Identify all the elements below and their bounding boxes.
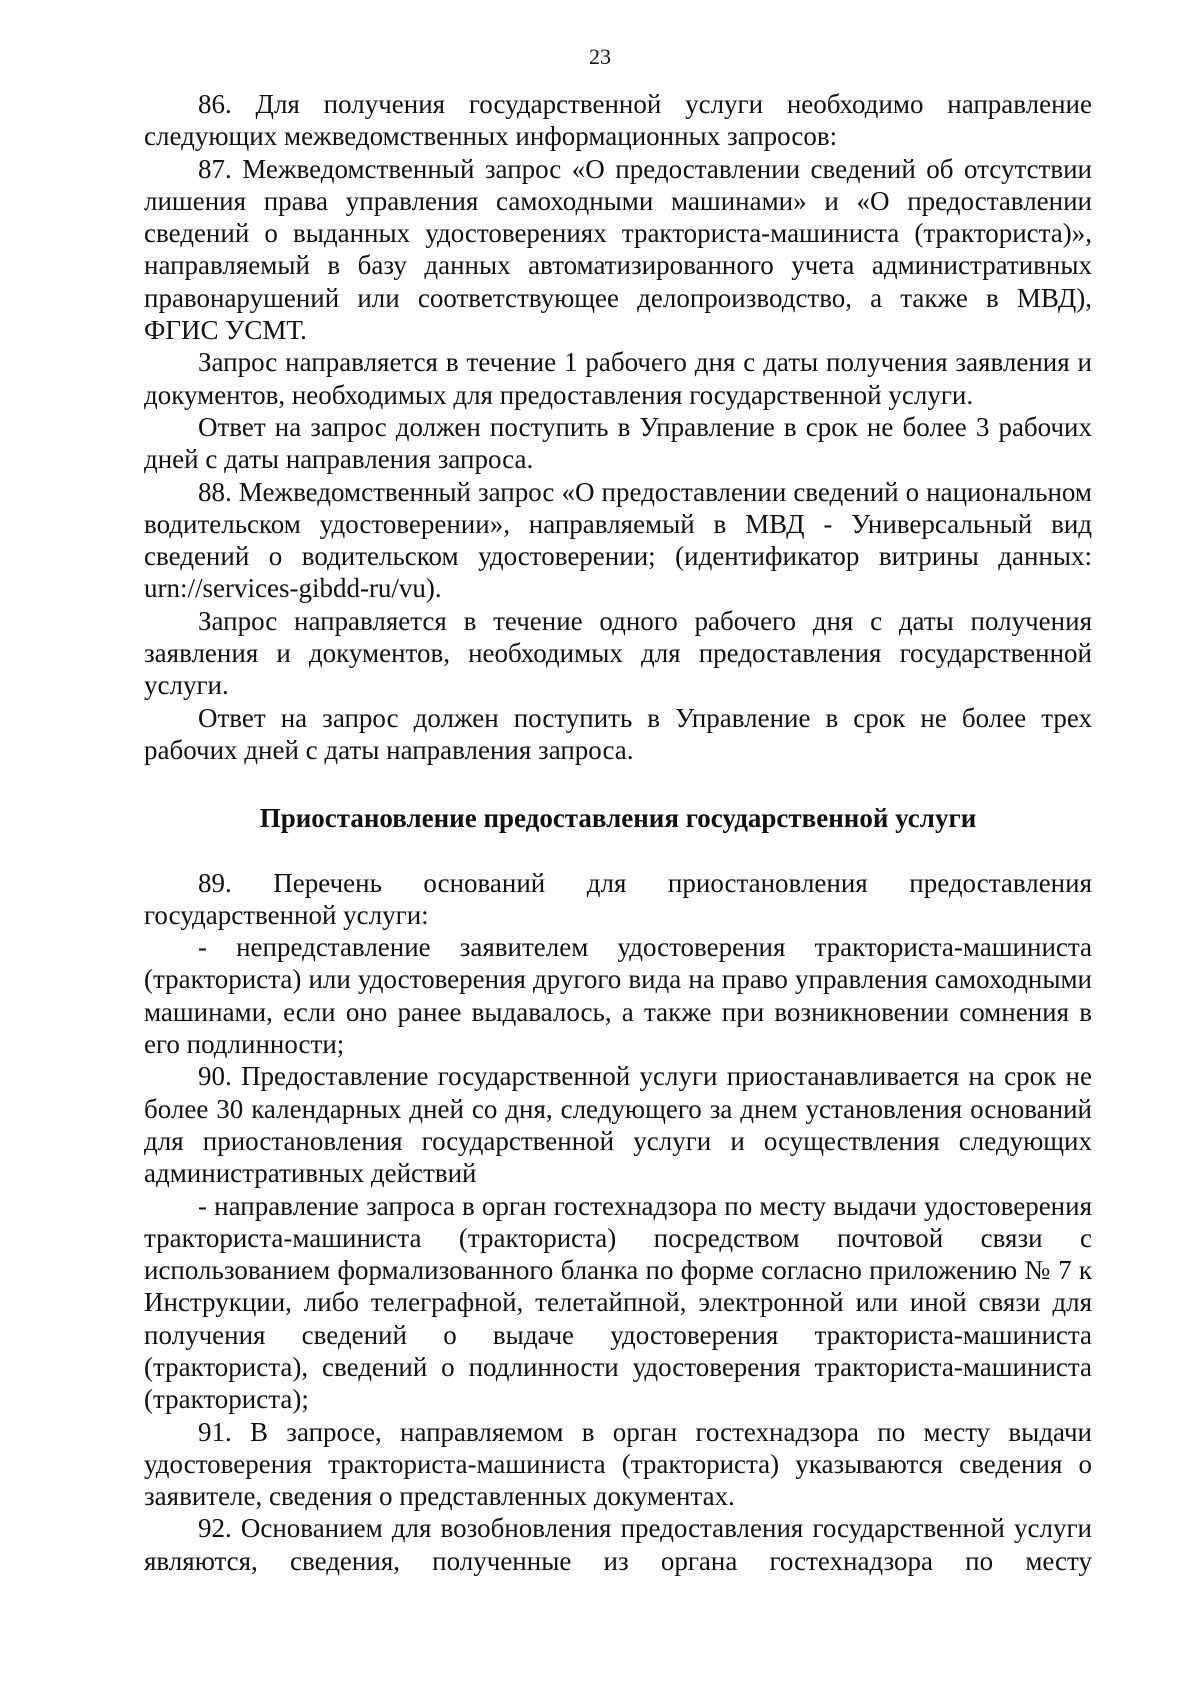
- paragraph-88-request-deadline: Запрос направляется в течение одного рабочего дня с даты получения заявления и документов, необходимых для предоставления государственной услуги.: [144, 605, 1092, 701]
- paragraph-91: 91. В запросе, направляемом в орган гостехнадзора по месту выдачи удостоверения тракториста-машиниста (тракториста) указываются сведения о заявителе, сведения о представленных документах.: [144, 1416, 1092, 1512]
- page-number: 23: [589, 44, 611, 69]
- paragraph-89: 89. Перечень оснований для приостановления предоставления государственной услуги:: [144, 867, 1092, 930]
- document-body: [144, 88, 1092, 1577]
- paragraph-87-response-deadline: Ответ на запрос должен поступить в Управление в срок не более 3 рабочих дней с даты направления запроса.: [144, 411, 1092, 475]
- paragraph-86: 86. Для получения государственной услуги необходимо направление следующих межведомственных информационных запросов:: [144, 89, 1092, 152]
- paragraph-90: 90. Предоставление государственной услуги приостанавливается на срок не более 30 календарных дней со дня, следующего за днем установления оснований для приостановления государственной услуги и осуществления следующих административных действий: [144, 1061, 1092, 1189]
- paragraph-90-item: - направление запроса в орган гостехнадзора по месту выдачи удостоверения тракториста-машиниста (тракториста) посредством почтовой связи с использованием формализованного бланка по форме согласно приложению № 7 к Инструкции, либо телеграфной, телетайпной, электронной или иной связи для получения сведений о выдаче удостоверения тракториста-машиниста (тракториста), сведений о подлинности удостоверения тракториста-машиниста (тракториста);: [144, 1190, 1092, 1415]
- paragraph-92: 92. Основанием для возобновления предоставления государственной услуги являются, сведения, полученные из органа гостехнадзора по месту: [144, 1513, 1092, 1576]
- paragraph-88-response-deadline: Ответ на запрос должен поступить в Управление в срок не более трех рабочих дней с даты направления запроса.: [144, 702, 1092, 765]
- section-heading: Приостановление предоставления государственной услуги: [259, 803, 977, 834]
- paragraph-87: 87. Межведомственный запрос «О предоставлении сведений об отсутствии лишения права управления самоходными машинами» и «О предоставлении сведений о выданных удостоверениях тракториста-машиниста (тракториста)», направляемый в базу данных автоматизированного учета административных правонарушений или соответствующее делопроизводство, а также в МВД), ФГИС УСМТ.: [144, 153, 1092, 346]
- paragraph-87-request-deadline: Запрос направляется в течение 1 рабочего дня с даты получения заявления и документов, необходимых для предоставления государственной услуги.: [144, 347, 1092, 410]
- paragraph-89-item: - непредставление заявителем удостоверения тракториста-машиниста (тракториста) или удостоверения другого вида на право управления самоходными машинами, если оно ранее выдавалось, а также при возникновении сомнения в его подлинности;: [144, 932, 1092, 1060]
- paragraph-88: 88. Межведомственный запрос «О предоставлении сведений о национальном водительском удостоверении», направляемый в МВД - Универсальный вид сведений о водительском удостоверении; (идентификатор витрины данных: urn://services-gibdd-ru/vu).: [144, 476, 1092, 604]
